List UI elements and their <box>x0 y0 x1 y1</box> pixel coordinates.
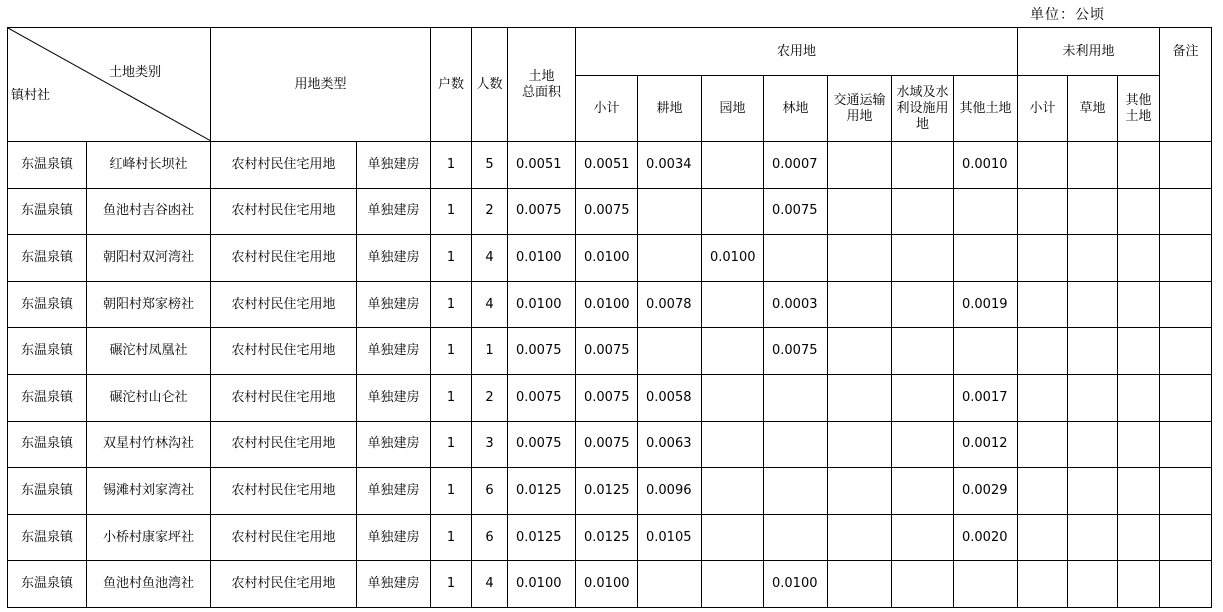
cell-pop: 6 <box>472 514 508 561</box>
water-facility-header: 水域及水 利设施用 地 <box>892 76 954 142</box>
cell-town: 东温泉镇 <box>8 281 87 328</box>
cell-pop: 4 <box>472 281 508 328</box>
cell-total: 0.0075 <box>508 421 576 468</box>
cell-u-sub <box>1018 188 1068 235</box>
cell-build: 单独建房 <box>357 235 431 282</box>
cell-village: 鱼池村吉谷凼社 <box>87 188 211 235</box>
cell-pop: 1 <box>472 328 508 375</box>
cell-other: 0.0020 <box>954 514 1018 561</box>
cell-forest: 0.0075 <box>764 188 828 235</box>
table-row <box>8 328 1212 375</box>
cell-hh: 1 <box>431 235 472 282</box>
cell-trans <box>828 421 892 468</box>
cell-cult <box>638 561 702 608</box>
cell-total: 0.0100 <box>508 561 576 608</box>
cell-sub: 0.0075 <box>576 421 638 468</box>
cell-town: 东温泉镇 <box>8 468 87 515</box>
cell-u-other <box>1118 188 1160 235</box>
cell-total: 0.0075 <box>508 328 576 375</box>
cell-hh: 1 <box>431 281 472 328</box>
cell-forest: 0.0003 <box>764 281 828 328</box>
cell-u-other <box>1118 421 1160 468</box>
cell-sub: 0.0075 <box>576 374 638 421</box>
cell-trans <box>828 514 892 561</box>
cell-pop: 4 <box>472 235 508 282</box>
cell-sub: 0.0051 <box>576 142 638 189</box>
remarks-header: 备注 <box>1160 28 1212 142</box>
cell-water <box>892 235 954 282</box>
land-use-type-header: 用地类型 <box>211 28 431 142</box>
table-row <box>8 374 1212 421</box>
cell-trans <box>828 328 892 375</box>
cell-remark <box>1160 374 1212 421</box>
other-farm-land-header: 其他土地 <box>954 76 1018 142</box>
cell-other: 0.0010 <box>954 142 1018 189</box>
unused-subtotal-header: 小计 <box>1018 76 1068 142</box>
cell-trans <box>828 561 892 608</box>
cell-u-other <box>1118 514 1160 561</box>
cell-other <box>954 235 1018 282</box>
cell-remark <box>1160 468 1212 515</box>
cell-u-sub <box>1018 468 1068 515</box>
other-unused-land-header: 其他 土地 <box>1118 76 1160 142</box>
cell-total: 0.0125 <box>508 468 576 515</box>
cell-u-grass <box>1068 281 1118 328</box>
corner-header-cell <box>8 28 211 142</box>
cell-pop: 6 <box>472 468 508 515</box>
farm-subtotal-header: 小计 <box>576 76 638 142</box>
cell-use: 农村村民住宅用地 <box>211 374 357 421</box>
cell-build: 单独建房 <box>357 281 431 328</box>
cell-use: 农村村民住宅用地 <box>211 281 357 328</box>
cell-trans <box>828 235 892 282</box>
cell-garden <box>702 142 764 189</box>
cell-other: 0.0017 <box>954 374 1018 421</box>
cell-remark <box>1160 281 1212 328</box>
cell-cult: 0.0063 <box>638 421 702 468</box>
cell-total: 0.0100 <box>508 281 576 328</box>
cell-village: 朝阳村双河湾社 <box>87 235 211 282</box>
cell-u-grass <box>1068 142 1118 189</box>
cell-total: 0.0075 <box>508 188 576 235</box>
cell-u-grass <box>1068 328 1118 375</box>
table-row <box>8 188 1212 235</box>
diagonal-divider <box>8 28 211 141</box>
cell-u-sub <box>1018 328 1068 375</box>
cell-build: 单独建房 <box>357 374 431 421</box>
cell-hh: 1 <box>431 374 472 421</box>
cell-other <box>954 561 1018 608</box>
cell-u-grass <box>1068 421 1118 468</box>
cell-hh: 1 <box>431 328 472 375</box>
cell-build: 单独建房 <box>357 188 431 235</box>
cell-use: 农村村民住宅用地 <box>211 142 357 189</box>
cell-use: 农村村民住宅用地 <box>211 328 357 375</box>
cell-water <box>892 188 954 235</box>
cell-water <box>892 142 954 189</box>
cell-garden: 0.0100 <box>702 235 764 282</box>
cell-other: 0.0019 <box>954 281 1018 328</box>
cell-pop: 4 <box>472 561 508 608</box>
cell-u-sub <box>1018 142 1068 189</box>
cell-use: 农村村民住宅用地 <box>211 421 357 468</box>
cell-u-other <box>1118 235 1160 282</box>
cultivated-header: 耕地 <box>638 76 702 142</box>
cell-garden <box>702 561 764 608</box>
cell-town: 东温泉镇 <box>8 188 87 235</box>
cell-water <box>892 374 954 421</box>
cell-u-sub <box>1018 561 1068 608</box>
cell-village: 小桥村康家坪社 <box>87 514 211 561</box>
transport-land-header: 交通运输 用地 <box>828 76 892 142</box>
cell-remark <box>1160 421 1212 468</box>
cell-sub: 0.0100 <box>576 235 638 282</box>
cell-cult <box>638 328 702 375</box>
cell-cult: 0.0058 <box>638 374 702 421</box>
cell-garden <box>702 421 764 468</box>
cell-u-grass <box>1068 468 1118 515</box>
cell-sub: 0.0125 <box>576 468 638 515</box>
cell-forest <box>764 514 828 561</box>
cell-total: 0.0075 <box>508 374 576 421</box>
cell-town: 东温泉镇 <box>8 374 87 421</box>
cell-water <box>892 514 954 561</box>
cell-village: 碾沱村山仑社 <box>87 374 211 421</box>
cell-water <box>892 561 954 608</box>
cell-trans <box>828 468 892 515</box>
cell-hh: 1 <box>431 421 472 468</box>
cell-trans <box>828 281 892 328</box>
cell-trans <box>828 374 892 421</box>
cell-town: 东温泉镇 <box>8 142 87 189</box>
cell-remark <box>1160 188 1212 235</box>
cell-pop: 5 <box>472 142 508 189</box>
cell-use: 农村村民住宅用地 <box>211 188 357 235</box>
cell-forest <box>764 235 828 282</box>
cell-garden <box>702 514 764 561</box>
table-row <box>8 561 1212 608</box>
cell-water <box>892 328 954 375</box>
cell-u-sub <box>1018 421 1068 468</box>
cell-water <box>892 468 954 515</box>
cell-u-grass <box>1068 235 1118 282</box>
cell-cult: 0.0105 <box>638 514 702 561</box>
cell-u-other <box>1118 468 1160 515</box>
cell-water <box>892 421 954 468</box>
cell-u-other <box>1118 142 1160 189</box>
forest-header: 林地 <box>764 76 828 142</box>
garden-header: 园地 <box>702 76 764 142</box>
cell-build: 单独建房 <box>357 468 431 515</box>
cell-other: 0.0029 <box>954 468 1018 515</box>
cell-water <box>892 281 954 328</box>
cell-sub: 0.0075 <box>576 328 638 375</box>
cell-pop: 2 <box>472 188 508 235</box>
cell-forest <box>764 421 828 468</box>
cell-forest <box>764 374 828 421</box>
cell-sub: 0.0100 <box>576 561 638 608</box>
table-row <box>8 281 1212 328</box>
cell-town: 东温泉镇 <box>8 235 87 282</box>
cell-village: 红峰村长坝社 <box>87 142 211 189</box>
cell-other <box>954 328 1018 375</box>
grassland-header: 草地 <box>1068 76 1118 142</box>
cell-u-grass <box>1068 374 1118 421</box>
cell-hh: 1 <box>431 561 472 608</box>
table-row <box>8 142 1212 189</box>
cell-remark <box>1160 142 1212 189</box>
farmland-header: 农用地 <box>576 28 1018 76</box>
cell-garden <box>702 328 764 375</box>
cell-other <box>954 188 1018 235</box>
cell-total: 0.0125 <box>508 514 576 561</box>
cell-sub: 0.0125 <box>576 514 638 561</box>
cell-trans <box>828 188 892 235</box>
cell-u-sub <box>1018 281 1068 328</box>
cell-forest: 0.0075 <box>764 328 828 375</box>
cell-other: 0.0012 <box>954 421 1018 468</box>
cell-village: 双星村竹林沟社 <box>87 421 211 468</box>
cell-u-other <box>1118 328 1160 375</box>
total-area-header: 土地 总面积 <box>508 28 576 142</box>
land-category-header: 土地类别 <box>109 65 162 80</box>
cell-town: 东温泉镇 <box>8 561 87 608</box>
table-row <box>8 514 1212 561</box>
cell-village: 鱼池村鱼池湾社 <box>87 561 211 608</box>
cell-pop: 2 <box>472 374 508 421</box>
cell-forest: 0.0007 <box>764 142 828 189</box>
cell-cult: 0.0034 <box>638 142 702 189</box>
cell-build: 单独建房 <box>357 514 431 561</box>
cell-garden <box>702 188 764 235</box>
cell-hh: 1 <box>431 142 472 189</box>
cell-build: 单独建房 <box>357 328 431 375</box>
cell-village: 碾沱村凤凰社 <box>87 328 211 375</box>
cell-build: 单独建房 <box>357 421 431 468</box>
cell-total: 0.0051 <box>508 142 576 189</box>
town-village-header: 镇村社 <box>11 88 51 103</box>
cell-sub: 0.0075 <box>576 188 638 235</box>
cell-build: 单独建房 <box>357 561 431 608</box>
cell-u-grass <box>1068 188 1118 235</box>
cell-forest <box>764 468 828 515</box>
cell-u-sub <box>1018 235 1068 282</box>
households-header: 户数 <box>431 28 472 142</box>
cell-town: 东温泉镇 <box>8 514 87 561</box>
land-use-table <box>7 27 1212 608</box>
table-row <box>8 468 1212 515</box>
cell-use: 农村村民住宅用地 <box>211 561 357 608</box>
cell-u-other <box>1118 281 1160 328</box>
population-header: 人数 <box>472 28 508 142</box>
cell-cult <box>638 188 702 235</box>
cell-village: 锡滩村刘家湾社 <box>87 468 211 515</box>
cell-hh: 1 <box>431 188 472 235</box>
cell-u-grass <box>1068 561 1118 608</box>
cell-cult: 0.0096 <box>638 468 702 515</box>
cell-forest: 0.0100 <box>764 561 828 608</box>
cell-garden <box>702 281 764 328</box>
cell-remark <box>1160 514 1212 561</box>
cell-village: 朝阳村郑家榜社 <box>87 281 211 328</box>
cell-garden <box>702 374 764 421</box>
table-row <box>8 235 1212 282</box>
cell-remark <box>1160 235 1212 282</box>
cell-u-sub <box>1018 374 1068 421</box>
cell-u-other <box>1118 561 1160 608</box>
cell-use: 农村村民住宅用地 <box>211 468 357 515</box>
cell-remark <box>1160 328 1212 375</box>
cell-u-grass <box>1068 514 1118 561</box>
unit-label: 单位：公顷 <box>1030 7 1105 23</box>
cell-cult: 0.0078 <box>638 281 702 328</box>
cell-sub: 0.0100 <box>576 281 638 328</box>
cell-build: 单独建房 <box>357 142 431 189</box>
cell-cult <box>638 235 702 282</box>
cell-town: 东温泉镇 <box>8 421 87 468</box>
cell-u-sub <box>1018 514 1068 561</box>
cell-u-other <box>1118 374 1160 421</box>
unused-land-header: 未利用地 <box>1018 28 1160 76</box>
cell-trans <box>828 142 892 189</box>
cell-town: 东温泉镇 <box>8 328 87 375</box>
cell-garden <box>702 468 764 515</box>
cell-total: 0.0100 <box>508 235 576 282</box>
cell-use: 农村村民住宅用地 <box>211 235 357 282</box>
cell-remark <box>1160 561 1212 608</box>
cell-hh: 1 <box>431 468 472 515</box>
cell-pop: 3 <box>472 421 508 468</box>
cell-use: 农村村民住宅用地 <box>211 514 357 561</box>
table-row <box>8 421 1212 468</box>
cell-hh: 1 <box>431 514 472 561</box>
